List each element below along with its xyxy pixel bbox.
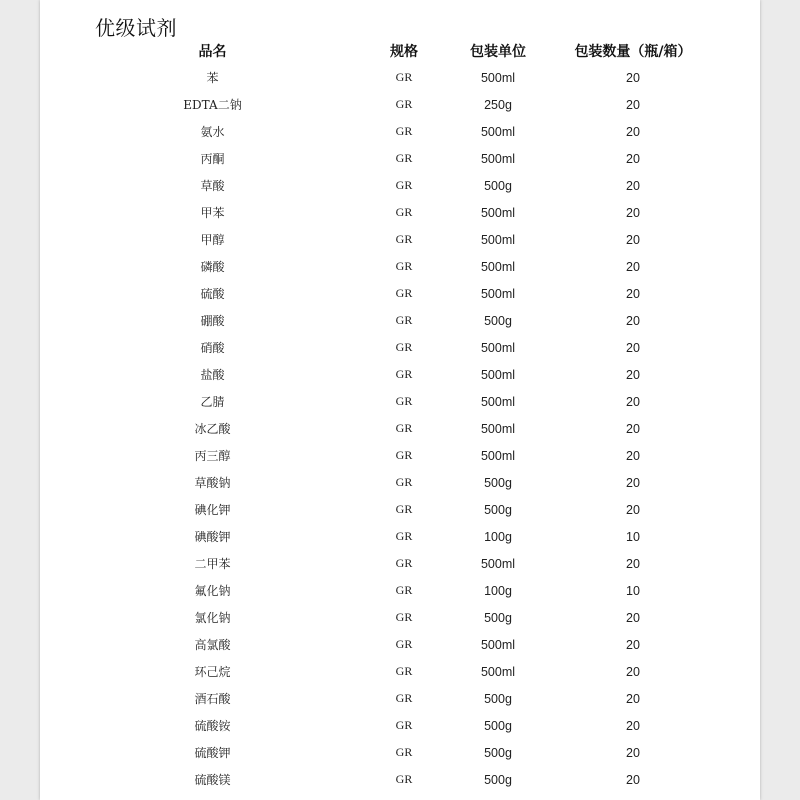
product-name-cell: 二甲苯 (194, 557, 231, 571)
package-quantity-cell: 20 (626, 205, 640, 220)
grade-cell: GR (395, 394, 413, 408)
grade-cell: GR (395, 772, 413, 786)
package-unit-cell: 500ml (480, 151, 516, 166)
grade-cell: GR (395, 718, 413, 732)
package-unit-cell: 500g (484, 718, 512, 733)
table-row (40, 766, 693, 793)
product-name-cell: 苯 (206, 71, 219, 85)
product-name-cell: 硫酸 (200, 287, 225, 301)
package-quantity-cell: 20 (626, 178, 640, 193)
package-quantity-cell: 20 (626, 394, 640, 409)
column-header-qty: 包装数量（瓶/箱） (574, 43, 692, 60)
product-name-cell: 硼酸 (200, 314, 225, 328)
package-quantity-cell: 10 (626, 583, 640, 598)
package-quantity-cell: 20 (626, 286, 640, 301)
grade-cell: GR (395, 232, 413, 246)
package-quantity-cell: 20 (626, 313, 640, 328)
package-unit-cell: 100g (484, 583, 512, 598)
package-unit-cell: 500g (484, 502, 512, 517)
product-name-cell: 高氯酸 (194, 638, 231, 652)
table-row (40, 658, 693, 685)
product-name-cell: 冰乙酸 (194, 422, 231, 436)
package-unit-cell: 500ml (480, 367, 516, 382)
table-row (40, 307, 693, 334)
package-unit-cell: 500g (484, 745, 512, 760)
product-name-cell: EDTA二钠 (183, 98, 242, 112)
grade-cell: GR (395, 583, 413, 597)
product-name-cell: 丙酮 (200, 152, 225, 166)
package-unit-cell: 500ml (480, 664, 516, 679)
package-unit-cell: 500ml (480, 70, 516, 85)
product-name-cell: 氨水 (200, 125, 225, 139)
grade-cell: GR (395, 637, 413, 651)
product-name-cell: 草酸 (200, 179, 225, 193)
grade-cell: GR (395, 70, 413, 84)
table-header-row (40, 37, 693, 64)
grade-cell: GR (395, 313, 413, 327)
column-header-name: 品名 (198, 43, 227, 60)
grade-cell: GR (395, 205, 413, 219)
product-name-cell: 碘酸钾 (194, 530, 231, 544)
grade-cell: GR (395, 178, 413, 192)
product-name-cell: 硫酸钾 (194, 746, 231, 760)
table-row (40, 280, 693, 307)
grade-cell: GR (395, 556, 413, 570)
product-name-cell: 环己烷 (194, 665, 231, 679)
package-quantity-cell: 20 (626, 367, 640, 382)
package-quantity-cell: 20 (626, 718, 640, 733)
grade-cell: GR (395, 286, 413, 300)
package-unit-cell: 500ml (480, 448, 516, 463)
table-row (40, 91, 693, 118)
table-row (40, 172, 693, 199)
package-unit-cell: 500ml (480, 232, 516, 247)
grade-cell: GR (395, 97, 413, 111)
table-body (40, 64, 693, 793)
product-name-cell: 甲苯 (200, 206, 225, 220)
grade-cell: GR (395, 664, 413, 678)
grade-cell: GR (395, 502, 413, 516)
grade-cell: GR (395, 691, 413, 705)
table-row (40, 550, 693, 577)
package-unit-cell: 100g (484, 529, 512, 544)
product-name-cell: 氟化钠 (194, 584, 231, 598)
product-name-cell: 草酸钠 (194, 476, 231, 490)
product-name-cell: 甲醇 (200, 233, 225, 247)
reagent-table (40, 37, 693, 793)
package-unit-cell: 500ml (480, 394, 516, 409)
table-row (40, 118, 693, 145)
package-unit-cell: 500g (484, 313, 512, 328)
grade-cell: GR (395, 448, 413, 462)
package-quantity-cell: 20 (626, 556, 640, 571)
product-name-cell: 丙三醇 (194, 449, 231, 463)
product-name-cell: 氯化钠 (194, 611, 231, 625)
grade-cell: GR (395, 610, 413, 624)
package-unit-cell: 500g (484, 178, 512, 193)
column-header-grade: 规格 (390, 43, 418, 60)
package-unit-cell: 500g (484, 772, 512, 787)
grade-cell: GR (395, 529, 413, 543)
table-row (40, 496, 693, 523)
grade-cell: GR (395, 745, 413, 759)
package-quantity-cell: 20 (626, 637, 640, 652)
column-header-unit: 包装单位 (470, 43, 526, 60)
package-unit-cell: 500ml (480, 340, 516, 355)
package-unit-cell: 500ml (480, 205, 516, 220)
table-row (40, 631, 693, 658)
table-row (40, 199, 693, 226)
package-quantity-cell: 20 (626, 97, 640, 112)
package-quantity-cell: 20 (626, 421, 640, 436)
page-title: 优级试剂 (95, 16, 177, 40)
package-unit-cell: 500ml (480, 637, 516, 652)
package-quantity-cell: 20 (626, 259, 640, 274)
package-quantity-cell: 20 (626, 502, 640, 517)
package-quantity-cell: 20 (626, 70, 640, 85)
grade-cell: GR (395, 151, 413, 165)
product-name-cell: 酒石酸 (194, 692, 231, 706)
table-row (40, 442, 693, 469)
document-page (40, 0, 760, 800)
table-row (40, 253, 693, 280)
table-row (40, 739, 693, 766)
product-name-cell: 乙腈 (200, 395, 225, 409)
grade-cell: GR (395, 475, 413, 489)
product-name-cell: 硫酸镁 (194, 773, 231, 787)
package-quantity-cell: 20 (626, 772, 640, 787)
table-row (40, 361, 693, 388)
package-unit-cell: 500g (484, 691, 512, 706)
product-name-cell: 盐酸 (200, 368, 225, 382)
table-row (40, 64, 693, 91)
table-row (40, 604, 693, 631)
package-unit-cell: 500ml (480, 124, 516, 139)
package-quantity-cell: 10 (626, 529, 640, 544)
table-row (40, 415, 693, 442)
table-row (40, 145, 693, 172)
package-quantity-cell: 20 (626, 745, 640, 760)
package-unit-cell: 500ml (480, 556, 516, 571)
table-row (40, 685, 693, 712)
package-quantity-cell: 20 (626, 475, 640, 490)
product-name-cell: 磷酸 (200, 260, 225, 274)
grade-cell: GR (395, 367, 413, 381)
table-row (40, 523, 693, 550)
table-row (40, 712, 693, 739)
package-quantity-cell: 20 (626, 664, 640, 679)
table-row (40, 469, 693, 496)
table-row (40, 334, 693, 361)
product-name-cell: 硝酸 (200, 341, 225, 355)
package-quantity-cell: 20 (626, 610, 640, 625)
package-unit-cell: 500g (484, 475, 512, 490)
package-quantity-cell: 20 (626, 448, 640, 463)
table-row (40, 226, 693, 253)
package-unit-cell: 500g (484, 610, 512, 625)
package-quantity-cell: 20 (626, 124, 640, 139)
package-quantity-cell: 20 (626, 691, 640, 706)
table-row (40, 577, 693, 604)
table-row (40, 388, 693, 415)
grade-cell: GR (395, 421, 413, 435)
package-quantity-cell: 20 (626, 151, 640, 166)
product-name-cell: 碘化钾 (194, 503, 231, 517)
package-unit-cell: 500ml (480, 259, 516, 274)
grade-cell: GR (395, 340, 413, 354)
package-quantity-cell: 20 (626, 340, 640, 355)
package-unit-cell: 500ml (480, 286, 516, 301)
package-quantity-cell: 20 (626, 232, 640, 247)
grade-cell: GR (395, 124, 413, 138)
package-unit-cell: 500ml (480, 421, 516, 436)
grade-cell: GR (395, 259, 413, 273)
package-unit-cell: 250g (484, 97, 512, 112)
product-name-cell: 硫酸铵 (194, 719, 231, 733)
